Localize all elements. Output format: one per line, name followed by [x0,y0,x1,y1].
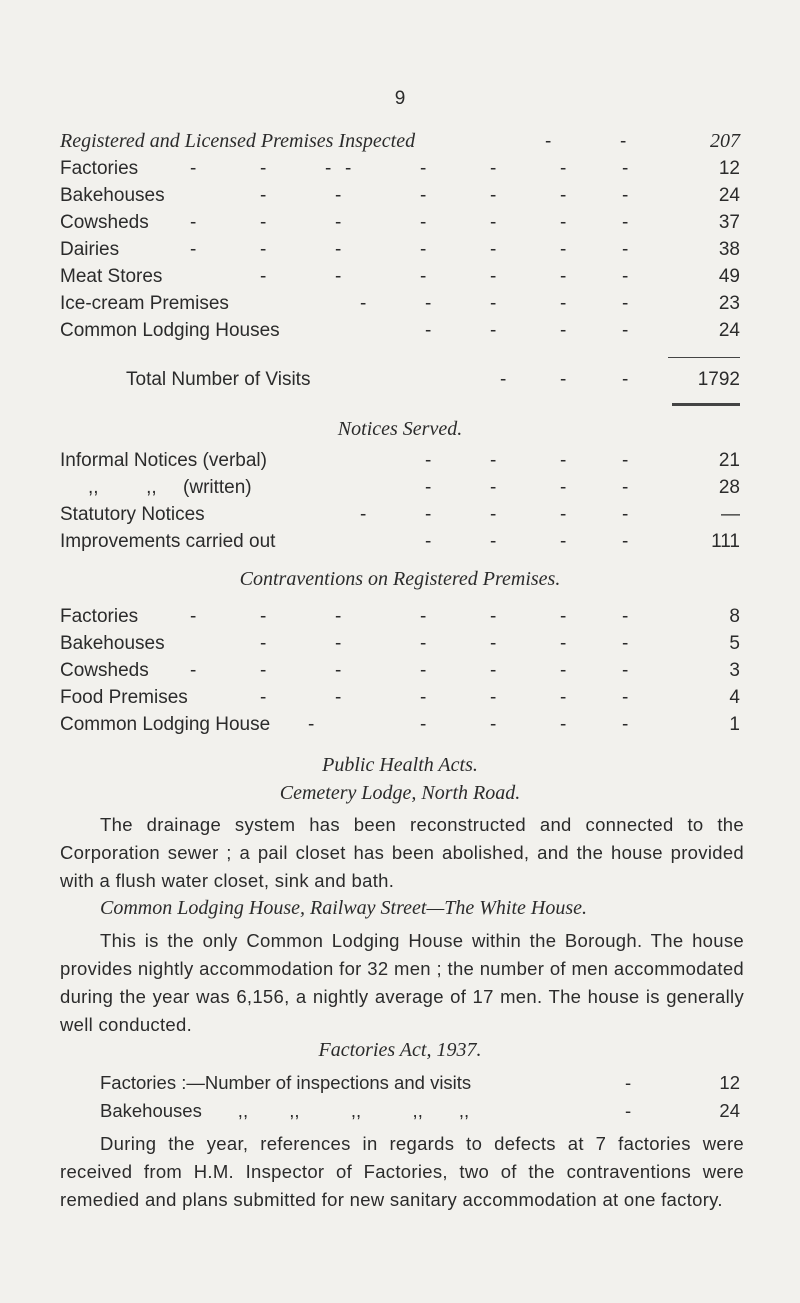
notice-row: Improvements carried out - - - - 111 [60,531,740,552]
notice-row: ,, ,, (written) - - - - 28 [88,477,740,498]
premises-row: Ice-cream Premises - - - - - 23 [60,293,740,314]
notices-heading: Notices Served. [337,418,463,440]
premises-heading-value: 207 [710,130,740,152]
premises-heading: Registered and Licensed Premises Inspected [60,130,416,152]
contravention-row: Common Lodging House - - - - - 1 [60,714,740,735]
total-value: 1792 [697,369,740,390]
factories-act-row: Factories :—Number of inspections and visits - 12 [100,1072,740,1093]
premises-row: Bakehouses - - - - - - 24 [60,185,740,206]
notice-row: Informal Notices (verbal) - - - - 21 [60,450,740,471]
contravention-row: Cowsheds - - - - - - - 3 [60,660,740,681]
premises-heading-row: Registered and Licensed Premises Inspected - - 207 [60,128,740,155]
public-health-paragraph: The drainage system has been reconstructed and connected to the Corporation sewer ; a pail closet has been abolished, and the house provided with a flush water closet, sink and bath. [60,814,744,891]
premises-row: Dairies - - - - - - - 38 [60,239,740,260]
total-rule-bottom [672,403,740,406]
total-label: Total Number of Visits [126,369,311,390]
contravention-row: Food Premises - - - - - - 4 [60,687,740,708]
contraventions-heading: Contraventions on Registered Premises. [239,568,561,590]
public-health-subheading: Cemetery Lodge, North Road. [279,782,521,804]
premises-row: Common Lodging Houses - - - - 24 [60,320,740,341]
notice-row: Statutory Notices - - - - - — [60,504,740,525]
public-health-heading: Public Health Acts. [322,754,478,776]
contravention-row: Bakehouses - - - - - - 5 [60,633,740,654]
total-rule-top [668,357,740,358]
factories-act-heading: Factories Act, 1937. [318,1039,482,1061]
contravention-row: Factories - - - - - - - 8 [60,606,740,627]
factories-act-row: Bakehouses ,, ,, ,, ,, ,, - 24 [100,1100,740,1121]
total-row: Total Number of Visits - - - 1792 [60,366,740,393]
page-number: 9 [394,88,406,109]
lodging-house-paragraph: This is the only Common Lodging House within the Borough. The house provides nightly accommodation for 32 men ; the number of men accommodated during the year was 6,156, a nightly average of 17 men. The house is generally well conducted. [60,930,744,1035]
premises-row: Factories - - - - - - - - 12 [60,158,740,179]
factories-act-paragraph: During the year, references in regards to defects at 7 factories were received from H.M. Inspector of Factories, two of the contraventions were remedied and plans submitted for new sanitary accommodation at one factory. [60,1133,744,1210]
premises-row: Cowsheds - - - - - - - 37 [60,212,740,233]
lodging-house-heading: Common Lodging House, Railway Street—The White House. [100,897,588,919]
premises-row: Meat Stores - - - - - - 49 [60,266,740,287]
